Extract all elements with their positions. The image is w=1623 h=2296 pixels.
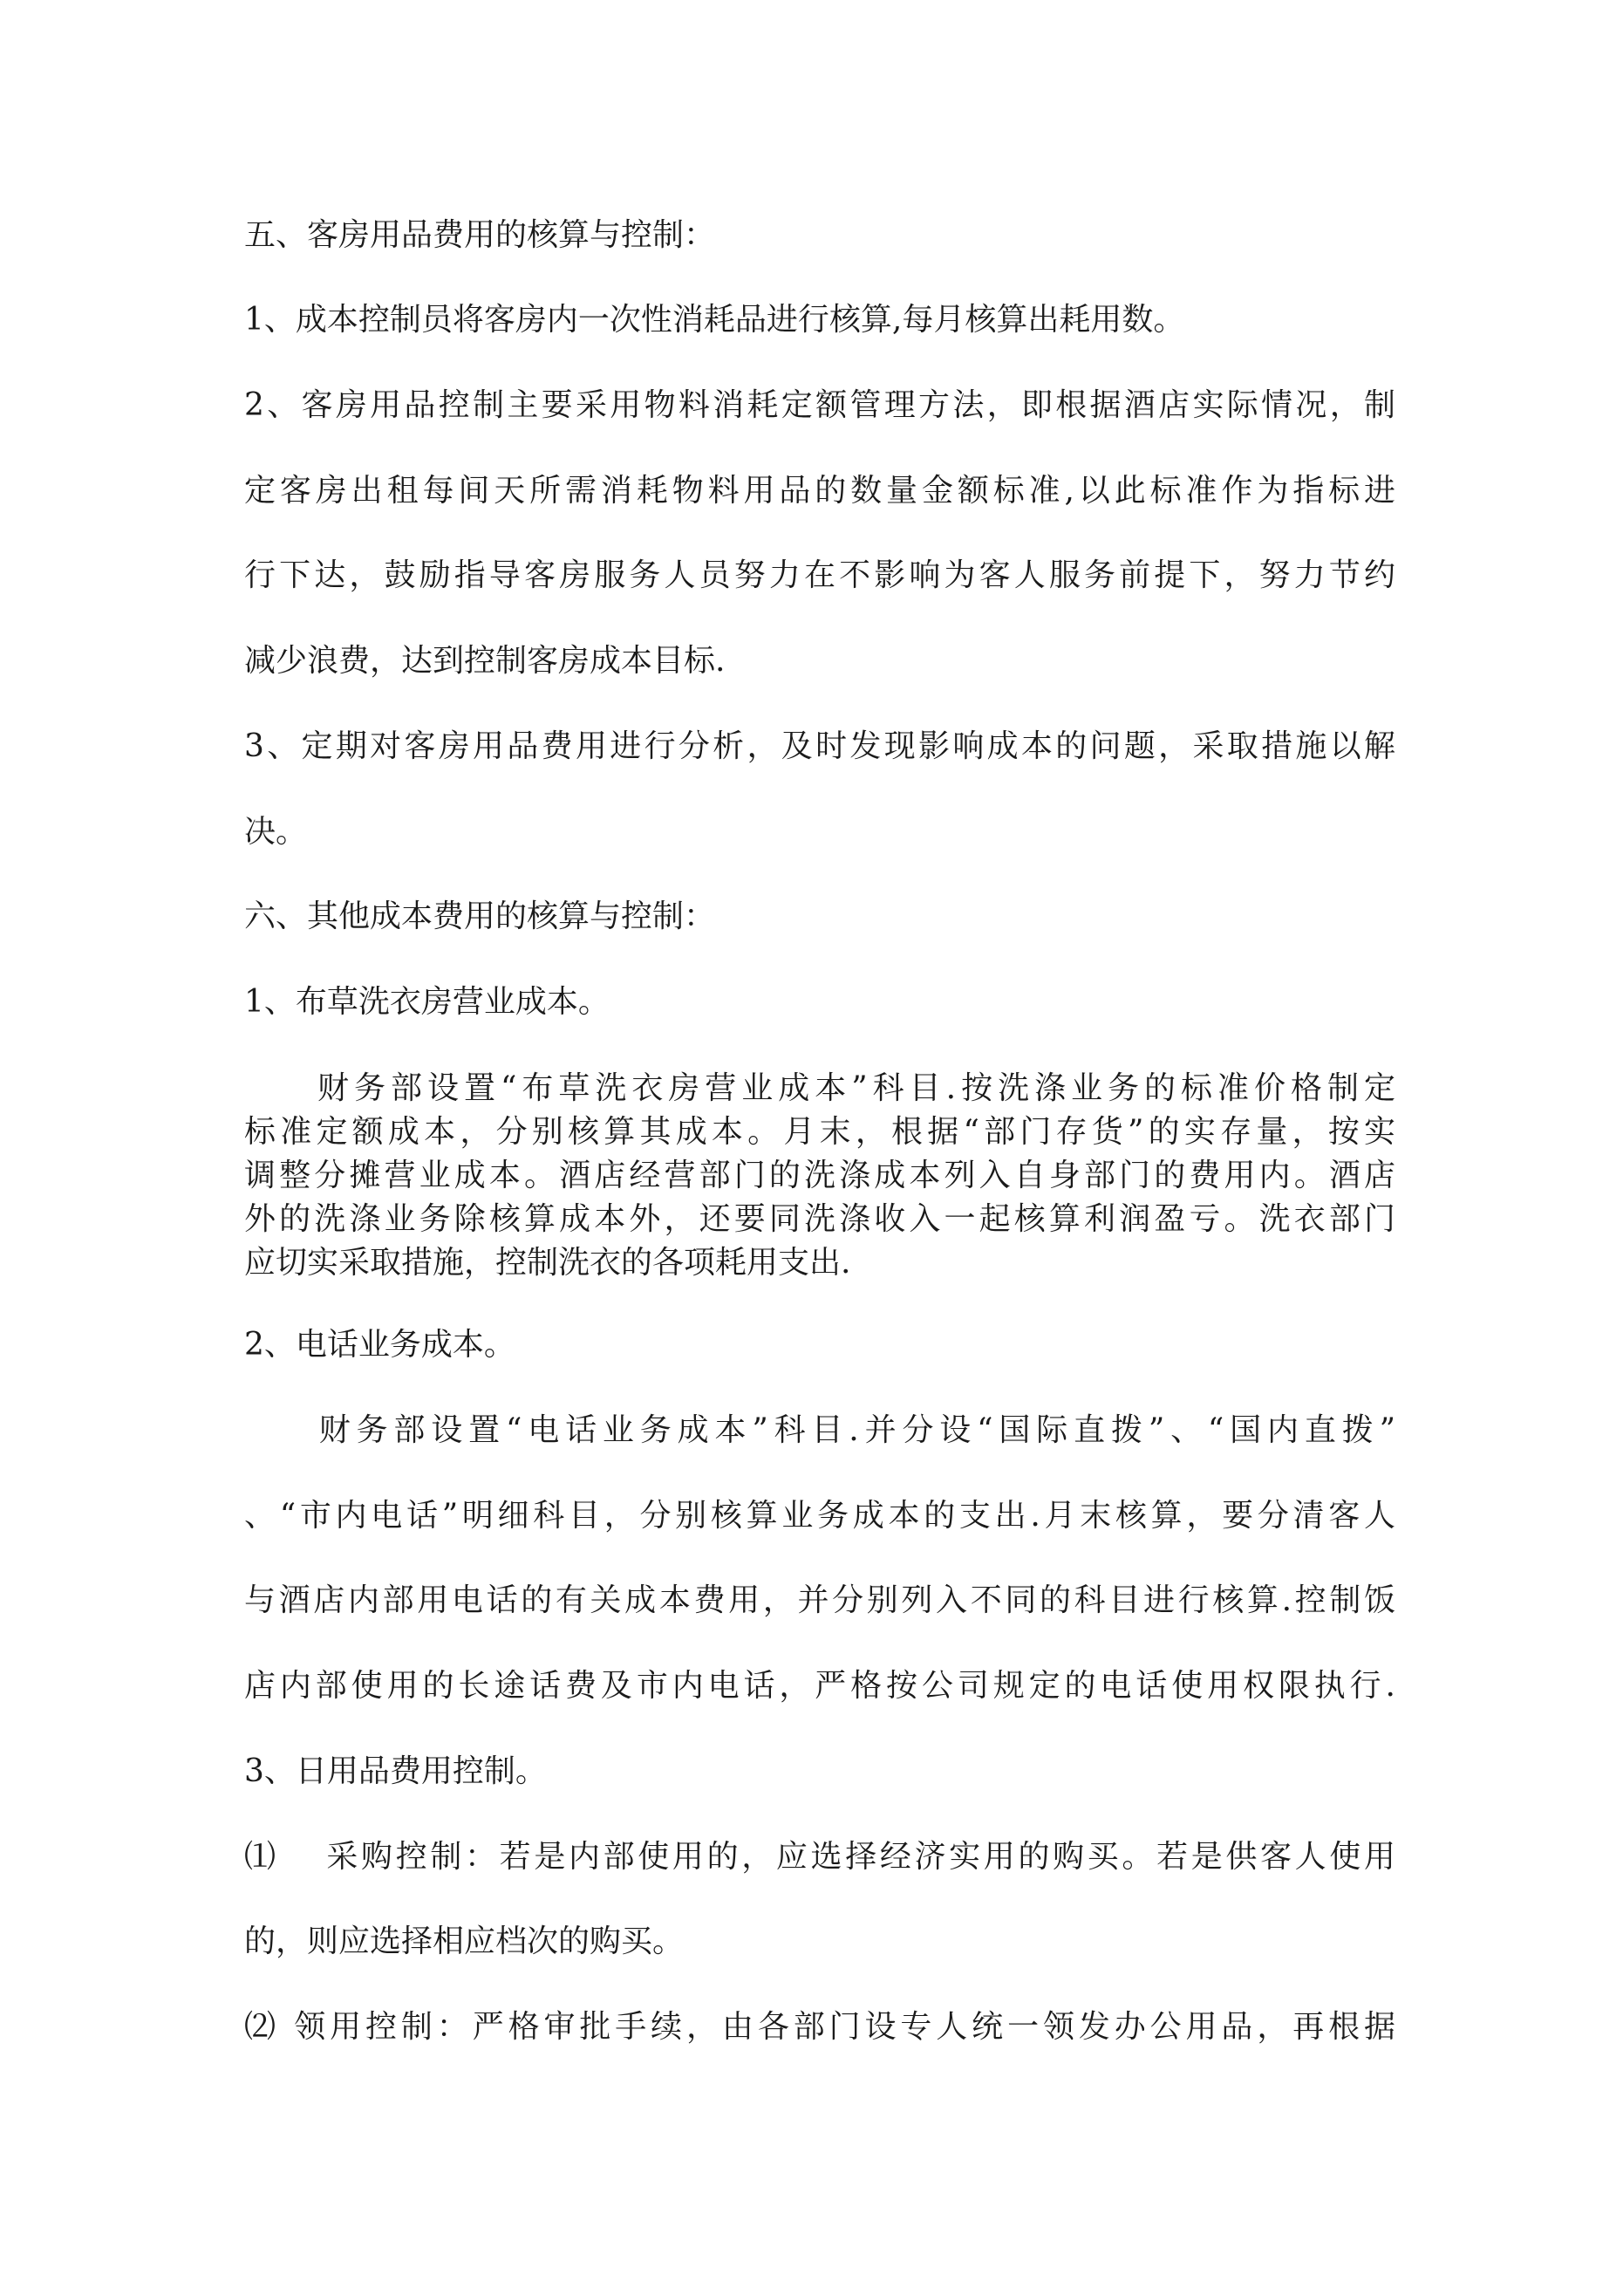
section-heading-5: 五、客房用品费用的核算与控制：: [244, 217, 716, 253]
paragraph-line: 2、客房用品控制主要采用物料消耗定额管理方法，即根据酒店实际情况，制: [244, 387, 1395, 423]
paragraph-line: ⑵ 领用控制：严格审批手续，由各部门设专人统一领发办公用品，再根据: [244, 2009, 1395, 2045]
paragraph-line: 外的洗涤业务除核算成本外，还要同洗涤收入一起核算利润盈亏。洗衣部门: [244, 1201, 1395, 1237]
paragraph-line: 决。: [244, 814, 308, 850]
paragraph-line: 行下达，鼓励指导客房服务人员努力在不影响为客人服务前提下，努力节约: [244, 557, 1395, 593]
subsection-heading: 3、日用品费用控制。: [244, 1753, 547, 1789]
paragraph-line: 标准定额成本，分别核算其成本。月末，根据“部门存货”的实存量，按实: [244, 1114, 1395, 1150]
paragraph-line: ⑴ 采购控制：若是内部使用的，应选择经济实用的购买。若是供客人使用: [244, 1839, 1395, 1875]
subsection-heading: 1、布草洗衣房营业成本。: [244, 984, 610, 1020]
paragraph-line: 定客房出租每间天所需消耗物料用品的数量金额标准,以此标准作为指标进: [244, 473, 1395, 509]
paragraph-line: 店内部使用的长途话费及市内电话，严格按公司规定的电话使用权限执行.: [244, 1668, 1395, 1704]
section-heading-6: 六、其他成本费用的核算与控制：: [244, 899, 716, 934]
paragraph-line: 1、成本控制员将客房内一次性消耗品进行核算,每月核算出耗用数。: [244, 302, 1185, 338]
paragraph-line: 财务部设置“电话业务成本”科目.并分设“国际直拨”、“国内直拨”: [244, 1412, 1395, 1448]
paragraph-line: 减少浪费，达到控制客房成本目标.: [244, 643, 726, 679]
paragraph-line: 与酒店内部用电话的有关成本费用，并分别列入不同的科目进行核算.控制饭: [244, 1582, 1395, 1618]
paragraph-line: 财务部设置“布草洗衣房营业成本”科目.按洗涤业务的标准价格制定: [244, 1070, 1395, 1106]
paragraph-line: 应切实采取措施，控制洗衣的各项耗用支出.: [244, 1245, 851, 1281]
paragraph-line: 调整分摊营业成本。酒店经营部门的洗涤成本列入自身部门的费用内。酒店: [244, 1158, 1395, 1193]
paragraph-line: 3、定期对客房用品费用进行分析，及时发现影响成本的问题，采取措施以解: [244, 728, 1395, 764]
paragraph-line: 、“市内电话”明细科目，分别核算业务成本的支出.月末核算，要分清客人: [244, 1498, 1395, 1534]
paragraph-line: 的，则应选择相应档次的购买。: [244, 1924, 685, 1959]
subsection-heading: 2、电话业务成本。: [244, 1327, 515, 1363]
